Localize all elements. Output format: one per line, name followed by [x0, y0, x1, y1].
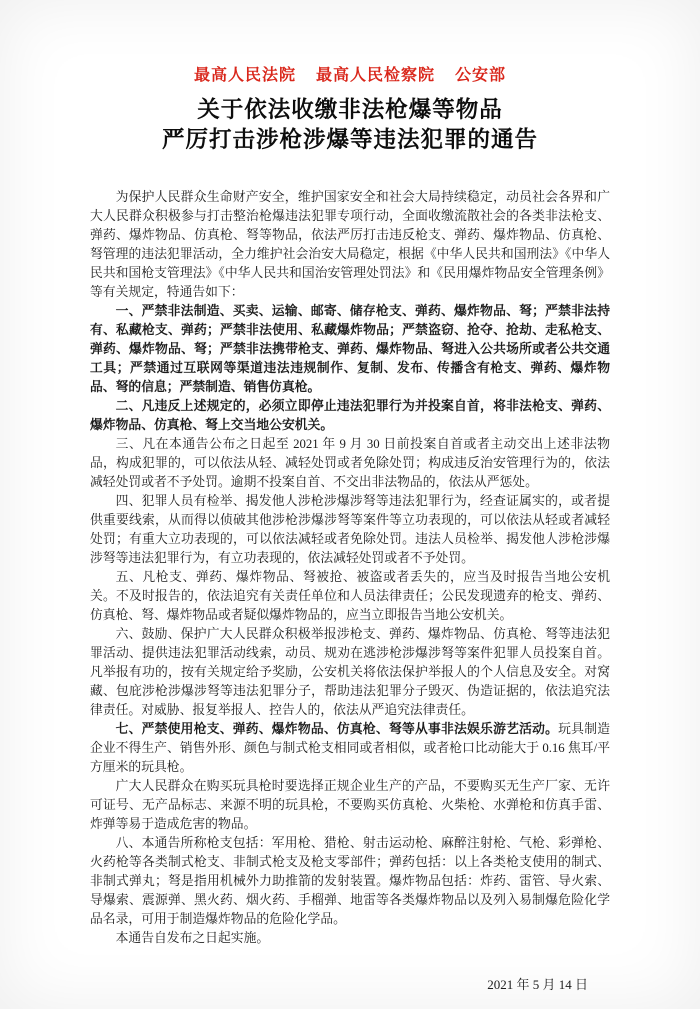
notice-title-line1: 关于依法收缴非法枪爆等物品: [197, 97, 503, 122]
notice-paragraph: 八、本通告所称枪支包括：军用枪、猎枪、射击运动枪、麻醉注射枪、气枪、彩弹枪、火药枪等各类制式枪支、非制式枪支及枪支零部件；弹药包括：以上各类枪支使用的制式、非制式弹丸；弩是指用机械外力助推箭的发射装置。爆炸物品包括：炸药、雷管、导火索、导爆索、震源弹、黑火药、烟火药、手榴弹、地雷等各类爆炸物品以及列入易制爆危险化学品名录，可用于制造爆炸物品的危险化学品。: [90, 836, 610, 926]
notice-paragraph: 本通告自发布之日起实施。: [115, 931, 270, 945]
notice-paragraph: 为保护人民群众生命财产安全，维护国家安全和社会大局持续稳定，动员社会各界和广大人民群众积极参与打击整治枪爆违法犯罪专项行动，全面收缴流散社会的各类非法枪支、弹药、爆炸物品、仿真枪、弩等物品，依法严厉打击违反枪支、弹药、爆炸物品、仿真枪、弩管理的违法犯罪活动，全力维护社会治安大局稳定，根据《中华人民共和国刑法》《中华人民共和国枪支管理法》《中华人民共和国治安管理处罚法》和《民用爆炸物品安全管理条例》等有关规定，特通告如下：: [90, 190, 610, 299]
notice-paragraph: 一、严禁非法制造、买卖、运输、邮寄、储存枪支、弹药、爆炸物品、弩；严禁非法持有、私藏枪支、弹药；严禁非法使用、私藏爆炸物品；严禁盗窃、抢夺、抢劫、走私枪支、弹药、爆炸物品、弩；严禁非法携带枪支、弹药、爆炸物品、弩进入公共场所或者公共交通工具；严禁通过互联网等渠道违法违规制作、复制、发布、传播含有枪支、弹药、爆炸物品、弩的信息；严禁制造、销售仿真枪。: [90, 304, 610, 394]
notice-paragraph: 七、严禁使用枪支、弹药、爆炸物品、仿真枪、弩等从事非法娱乐游艺活动。玩具制造企业不得生产、销售外形、颜色与制式枪支相同或者相似，或者枪口比动能大于 0.16 焦耳/平方厘米的玩具枪。: [90, 722, 611, 774]
notice-paragraph: 五、凡枪支、弹药、爆炸物品、弩被抢、被盗或者丢失的，应当及时报告当地公安机关。不及时报告的，依法追究有关责任单位和人员法律责任；公民发现遗弃的枪支、弹药、仿真枪、弩、爆炸物品或者疑似爆炸物品的，应当立即报告当地公安机关。: [90, 570, 610, 622]
issuers-line: [90, 62, 610, 85]
notice-title-line2: 严厉打击涉枪涉爆等违法犯罪的通告: [161, 127, 538, 152]
notice-date: 2021 年 5 月 14 日: [487, 977, 588, 992]
notice-paragraph: 三、凡在本通告公布之日起至 2021 年 9 月 30 日前投案自首或者主动交出上述非法物品，构成犯罪的，可以依法从轻、减轻处罚或者免除处罚；构成违反治安管理行为的，依法减轻处罚或者不予处罚。逾期不投案自首、不交出非法物品的，依法从严惩处。: [90, 437, 610, 489]
notice-paragraph: 广大人民群众在购买玩具枪时要选择正规企业生产的产品，不要购买无生产厂家、无许可证号、无产品标志、来源不明的玩具枪，不要购买仿真枪、火柴枪、水弹枪和仿真手雷、炸弹等易于造成危害的物品。: [90, 779, 610, 831]
paragraph-lead: 七、严禁使用枪支、弹药、爆炸物品、仿真枪、弩等从事非法娱乐游艺活动。: [115, 722, 559, 736]
issuer-supreme-procuratorate: 最高人民检察院: [315, 67, 435, 84]
notice-paragraph: 六、鼓励、保护广大人民群众积极举报涉枪支、弹药、爆炸物品、仿真枪、弩等违法犯罪活动、提供违法犯罪活动线索，动员、规劝在逃涉枪涉爆涉弩等案件犯罪人员投案自首。凡举报有功的，按有关规定给予奖励，公安机关将依法保护举报人的个人信息及安全。对窝藏、包庇涉枪涉爆涉弩等违法犯罪分子，帮助违法犯罪分子毁灭、伪造证据的，依法追究法律责任。对威胁、报复举报人、控告人的，依法从严追究法律责任。: [90, 627, 610, 717]
notice-paragraph: 二、凡违反上述规定的，必须立即停止违法犯罪行为并投案自首，将非法枪支、弹药、爆炸物品、仿真枪、弩上交当地公安机关。: [90, 399, 610, 432]
issuer-ministry-public-security: 公安部: [455, 67, 507, 84]
notice-title: [90, 95, 610, 155]
notice-body: [90, 188, 610, 948]
notice-paragraph: 四、犯罪人员有检举、揭发他人涉枪涉爆涉弩等违法犯罪行为，经查证属实的，或者提供重要线索，从而得以侦破其他涉枪涉爆涉弩等案件等立功表现的，可以依法从轻或者减轻处罚；有重大立功表现的，可以依法减轻或者免除处罚。违法人员检举、揭发他人涉枪涉爆涉弩等违法犯罪行为，有立功表现的，依法减轻处罚或者不予处罚。: [90, 494, 610, 565]
issuer-supreme-court: 最高人民法院: [193, 67, 296, 84]
